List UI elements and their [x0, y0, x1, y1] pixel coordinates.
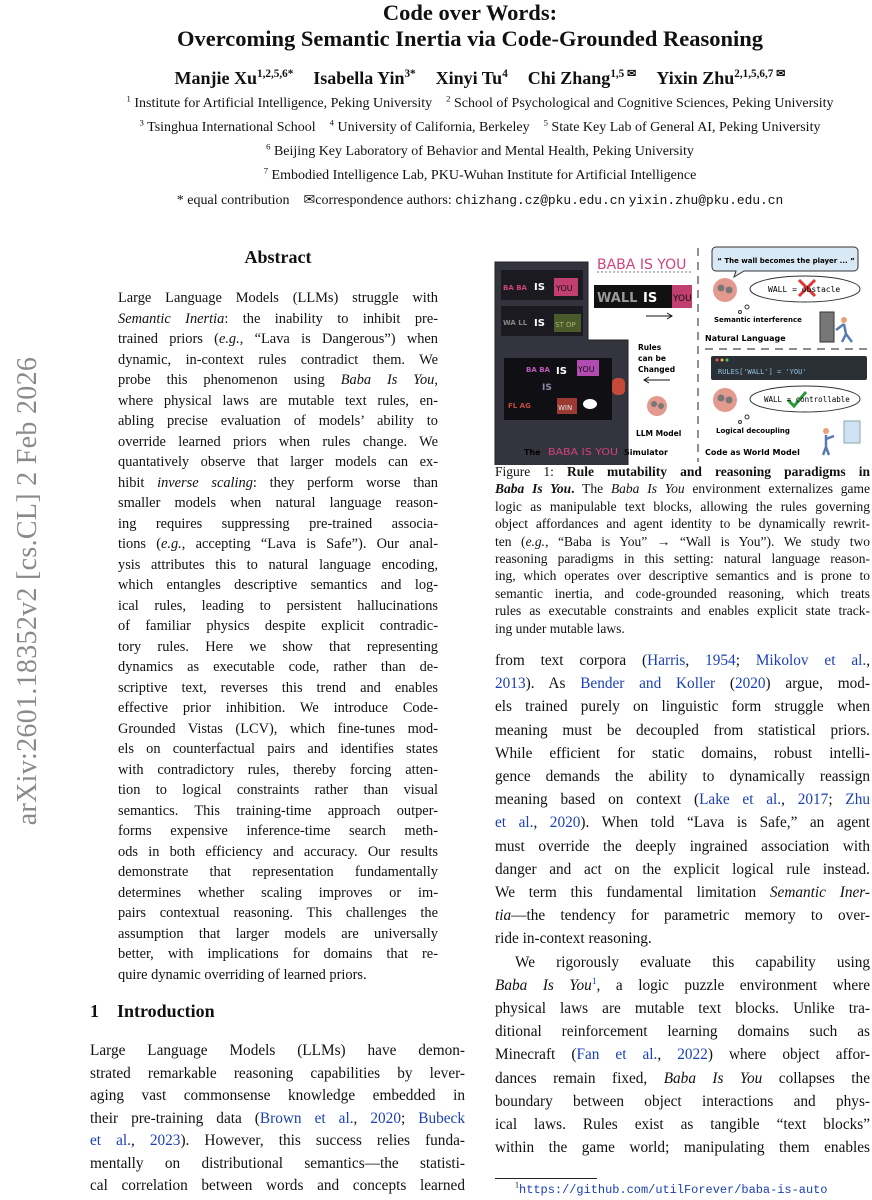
block-baba: BA BA	[503, 284, 527, 292]
text-line	[118, 493, 438, 514]
text-line	[495, 498, 870, 515]
text-segment: We rigorously evaluate this capability using	[515, 953, 870, 971]
simulator-label-suffix: Simulator	[624, 448, 668, 457]
affiliation-number: 4	[329, 117, 335, 128]
text-line	[118, 739, 438, 760]
affiliation-name: Embodied Intelligence Lab, PKU-Wuhan Institute for Artificial Intelligence	[271, 168, 697, 183]
bold-text: Rule mutability and reasoning paradigms in	[566, 464, 870, 479]
footnote-url-link[interactable]: https://github.com/utilForever/baba-is-auto	[519, 1183, 828, 1197]
text-line	[495, 1067, 870, 1090]
text-line	[495, 550, 870, 567]
text-segment: ditional reinforcement learning domains such as	[495, 1023, 870, 1041]
text-segment: object affordances and agent identity to be dynamically rewrit-	[495, 516, 870, 532]
text-line	[118, 862, 438, 883]
text-segment: forms expensive inference-time search meth-	[118, 823, 438, 839]
italic-text: e.g.	[525, 533, 546, 549]
citation-link[interactable]: 2020	[734, 675, 766, 693]
text-line	[118, 842, 438, 863]
citation-link[interactable]: Bender and Koller	[580, 675, 716, 693]
text-line	[90, 1108, 465, 1131]
text-line	[118, 596, 438, 617]
text-segment: ysis attributes this to natural language encoding,	[118, 556, 438, 573]
text-line	[495, 602, 870, 619]
text-segment: ,	[781, 791, 798, 809]
author-list	[60, 68, 872, 89]
bold-text: .	[571, 481, 575, 497]
text-segment: Large Language Models (LLMs) have demon-	[90, 1042, 465, 1059]
author-affiliation-marks: 2,1,5,6,7 ✉	[734, 68, 786, 80]
text-line	[118, 698, 438, 719]
text-segment: meaning must be decoupled from statistical priors.	[495, 721, 870, 739]
text-line	[118, 719, 438, 740]
text-segment: ,	[353, 1109, 371, 1127]
text-segment: reasoning paradigms in this setting: natural language reason-	[495, 551, 870, 567]
italic-text: Baba Is You	[663, 1069, 763, 1087]
block-is: IS	[534, 318, 545, 329]
text-line	[495, 881, 870, 904]
text-line	[118, 678, 438, 699]
text-line	[90, 1040, 465, 1063]
text-segment: cal correlation between words and concepts learned	[90, 1177, 465, 1194]
text-segment: ,	[657, 1046, 678, 1064]
text-line	[495, 585, 870, 602]
text-segment: better, with implications for domains that re-	[118, 946, 438, 962]
text-line	[118, 350, 438, 371]
rules-label: Rules	[638, 343, 662, 352]
text-segment: ical rules, leading to persistent hallucinations	[118, 597, 438, 614]
citation-link[interactable]: Fan et al.	[576, 1046, 658, 1064]
person-controlling-glass-icon	[823, 421, 860, 455]
author-affiliation-marks: 1,5 ✉	[610, 68, 637, 80]
footnote-mark: 1	[515, 1180, 520, 1190]
citation-link[interactable]: et al.	[495, 814, 534, 832]
correspondence-label: ✉correspondence authors:	[303, 193, 452, 208]
citation-link[interactable]: 2017	[797, 791, 829, 809]
text-segment: quire dynamic overriding of learned priors.	[118, 966, 367, 983]
citation-link[interactable]: 2020	[549, 814, 581, 832]
citation-link[interactable]: 2023	[149, 1132, 181, 1149]
italic-text: e.g.	[161, 536, 182, 552]
text-line	[118, 780, 438, 801]
citation-link[interactable]: Brown et al.	[259, 1109, 354, 1127]
text-segment: smaller models when natural language reason-	[118, 495, 438, 511]
text-segment: els trained purely on linguistic form struggle when	[495, 698, 870, 716]
text-segment: Figure 1:	[495, 464, 567, 479]
citation-link[interactable]: Mikolov et al.	[755, 652, 867, 669]
text-segment: pairs contextual reasoning. This challenges the	[118, 905, 438, 921]
text-line	[495, 927, 870, 950]
text-line	[495, 974, 870, 997]
text-segment: within the game world; manipulating them enables	[495, 1139, 870, 1157]
block-baba: BA BA	[526, 366, 550, 374]
italic-text: Baba Is You	[340, 372, 435, 388]
text-line	[495, 742, 870, 765]
author-affiliation-marks: 4	[502, 68, 508, 80]
text-line	[495, 1020, 870, 1043]
text-line	[118, 924, 438, 945]
text-line	[90, 1175, 465, 1198]
text-line	[118, 391, 438, 412]
text-segment: danger and act on the explicit logical rule instead.	[495, 860, 870, 878]
natural-language-label: Natural Language	[705, 334, 786, 343]
text-segment: which entangles descriptive semantics and log-	[118, 577, 438, 593]
text-segment: tory rules. Here we show that representing	[118, 638, 438, 655]
text-segment: assumption that larger models are universally	[118, 925, 438, 942]
section-title: Introduction	[117, 1001, 215, 1021]
text-line	[118, 883, 438, 904]
text-line	[495, 811, 870, 834]
affiliation-number: 3	[139, 117, 144, 128]
affiliation-name: University of California, Berkeley	[337, 120, 530, 135]
italic-text: inverse scaling	[157, 474, 253, 491]
author-name: Isabella Yin	[313, 68, 405, 88]
text-line	[90, 1085, 465, 1108]
arrow-right-icon	[646, 313, 672, 319]
text-line	[118, 288, 438, 309]
author-name: Xinyi Tu	[435, 68, 503, 88]
text-line	[495, 515, 870, 532]
section-number: 1	[90, 1001, 99, 1021]
text-line	[118, 309, 438, 330]
text-line	[495, 695, 870, 718]
text-segment: trained priors (	[118, 331, 219, 347]
llm-model-label: LLM Model	[636, 429, 682, 438]
text-segment: ical laws. Rules exist as tangible “text blocks”	[495, 1116, 870, 1134]
baba-is-you-title: BABA IS YOU	[597, 257, 687, 273]
affiliation-name: Beijing Key Laboratory of Behavior and Mental Health, Peking University	[273, 144, 694, 159]
text-segment: mentally on distributional semantics—the statisti-	[90, 1154, 465, 1172]
text-segment: ten (	[495, 533, 526, 549]
text-line	[495, 533, 870, 550]
footnote	[515, 1181, 827, 1197]
text-segment: ;	[828, 791, 846, 809]
block-flag: FL AG	[508, 402, 531, 410]
text-line	[118, 575, 438, 596]
banner-you: YOU	[673, 294, 692, 304]
text-segment: , “Lava is Dangerous”) when	[239, 331, 438, 347]
text-line	[118, 616, 438, 637]
text-line	[118, 903, 438, 924]
title-line-1: Code over Words:	[382, 0, 558, 25]
text-line	[118, 514, 438, 535]
text-segment: , accepting “Lava is Safe”). Our anal-	[181, 536, 438, 552]
text-segment: semantic inertia, and code-grounded reasoning, which treats	[495, 585, 870, 601]
text-line	[118, 329, 438, 350]
text-line	[495, 997, 870, 1020]
affiliation-name: School of Psychological and Cognitive Sciences, Peking University	[454, 96, 834, 111]
brain-icon	[713, 278, 737, 302]
text-line	[495, 1043, 870, 1066]
text-segment: ,	[434, 372, 438, 388]
text-segment: ) where object affor-	[707, 1046, 870, 1064]
block-stop: ST OP	[555, 321, 576, 329]
text-segment: , a logic puzzle environment where	[596, 976, 871, 994]
text-line	[118, 534, 438, 555]
citation-link[interactable]: 2020	[370, 1109, 401, 1127]
text-line	[118, 370, 438, 391]
text-line	[118, 760, 438, 781]
simulator-label-name: BABA IS YOU	[548, 447, 618, 458]
text-segment: environment externalizes game	[684, 481, 871, 497]
affiliation-number: 6	[266, 141, 271, 152]
author	[436, 68, 508, 88]
text-line	[118, 657, 438, 678]
text-line	[495, 904, 870, 927]
door-icon	[612, 378, 625, 395]
text-line	[118, 555, 438, 576]
affiliation-line	[60, 117, 872, 136]
text-line	[495, 567, 870, 584]
text-line	[118, 432, 438, 453]
thought-controllable: WALL = controllable	[764, 395, 850, 404]
text-line	[118, 473, 438, 494]
text-segment: We term this fundamental limitation	[495, 884, 770, 902]
block-wall: WA LL	[503, 319, 528, 327]
section-heading-introduction	[90, 1001, 215, 1022]
text-segment: Grounded Vistas (LCV), which fine-tunes mod-	[118, 720, 438, 737]
text-segment: physical laws are mutable text blocks. Unlike tra-	[495, 1000, 870, 1018]
text-segment: ing requires suppressing pre-trained associa-	[118, 515, 438, 532]
footnote-mark-link[interactable]: 1	[591, 976, 597, 987]
text-line	[495, 620, 870, 637]
affiliation-number: 5	[543, 117, 548, 128]
text-line	[495, 649, 870, 672]
text-segment: Minecraft (	[495, 1046, 577, 1064]
author-name: Manjie Xu	[174, 68, 258, 88]
brain-icon	[713, 388, 737, 412]
text-segment: quantatively observe that larger models can ex-	[118, 454, 438, 470]
text-segment: tions (	[118, 536, 161, 552]
arxiv-side-stamp: arXiv:2601.18352v2 [cs.CL] 2 Feb 2026	[12, 356, 43, 826]
text-segment: ) argue, mod-	[765, 675, 870, 693]
text-segment: els on counterfactual pairs and identifies states	[118, 741, 438, 757]
text-line	[495, 858, 870, 881]
text-segment: , “Baba is You” → “Wall is You”). We study two	[545, 533, 870, 549]
italic-text: Baba Is You	[610, 481, 685, 497]
text-line	[118, 411, 438, 432]
text-segment: ;	[400, 1109, 419, 1127]
text-segment: ,	[866, 652, 871, 669]
citation-link[interactable]: 1954	[705, 652, 736, 669]
text-segment: Large Language Models (LLMs) struggle with	[118, 290, 438, 306]
text-segment: effective prior inhibition. We introduce Code-	[118, 700, 438, 716]
equal-contribution: * equal contribution	[176, 193, 290, 208]
title-line-2: Overcoming Semantic Inertia via Code-Grounded Reasoning	[176, 26, 764, 51]
italic-text: Semantic Iner-	[769, 884, 870, 902]
text-line	[90, 1153, 465, 1176]
text-line	[118, 944, 438, 965]
text-line	[495, 463, 870, 480]
affiliation-name: Tsinghua International School	[147, 120, 316, 135]
text-segment: ,	[130, 1132, 150, 1149]
text-line	[118, 637, 438, 658]
citation-link[interactable]: et al.	[90, 1132, 131, 1149]
text-segment: rules as executable constraints and enables explicit state track-	[495, 603, 870, 619]
block-is: IS	[542, 383, 552, 393]
email-link[interactable]: yixin.zhu@pku.edu.cn	[628, 193, 784, 208]
text-line	[90, 1130, 465, 1153]
text-segment: semantics. This training-time approach outper-	[118, 802, 438, 819]
text-segment: where physical laws are mutable text rules, en-	[118, 392, 438, 409]
text-line	[495, 951, 870, 974]
affiliation-number: 7	[263, 165, 269, 176]
text-segment: : the inability to inhibit pre-	[224, 310, 438, 327]
speech-text: “ The wall becomes the player ... ”	[717, 257, 855, 265]
author	[656, 68, 785, 88]
text-segment: dances remain fixed,	[495, 1069, 664, 1087]
text-segment: (	[715, 675, 735, 693]
text-segment: ). However, this success relies funda-	[180, 1132, 465, 1149]
text-segment: ). When told “Lava is Safe,” an agent	[580, 814, 870, 832]
contribution-note	[60, 192, 872, 209]
citation-link[interactable]: 2013	[495, 675, 526, 693]
thought-obstacle: WALL = obstacle	[768, 285, 841, 294]
text-line	[495, 1113, 870, 1136]
text-segment: The	[574, 481, 611, 497]
text-segment: logic as manipulable text blocks, allowing the rules governing	[495, 498, 870, 514]
abstract-body	[118, 288, 438, 985]
text-line	[118, 452, 438, 473]
text-segment: their pre-training data (	[90, 1109, 260, 1127]
text-segment: While efficient for static domains, robust intelli-	[495, 744, 870, 762]
italic-text: Baba Is You	[495, 976, 592, 994]
rules-label: can be	[638, 354, 666, 363]
arrow-left-icon	[644, 377, 670, 383]
text-segment: boundary between object interactions and phys-	[495, 1092, 870, 1110]
code-line: RULES['WALL'] = 'YOU'	[718, 368, 807, 376]
text-segment: with contradictory rules, thereby forcing atten-	[118, 761, 438, 778]
text-line	[118, 821, 438, 842]
text-line	[495, 835, 870, 858]
text-line	[495, 719, 870, 742]
text-segment: meaning based on context (	[495, 791, 700, 809]
author	[313, 68, 415, 88]
text-segment: ;	[735, 652, 756, 669]
text-segment: ). As	[525, 675, 581, 693]
text-line	[118, 801, 438, 822]
banner-wall: WALL	[597, 291, 638, 306]
text-line	[495, 672, 870, 695]
text-line	[495, 480, 870, 497]
affiliation-line	[60, 93, 872, 112]
rules-label: Changed	[638, 365, 676, 374]
email-link[interactable]: chizhang.cz@pku.edu.cn	[455, 193, 626, 208]
text-line	[118, 965, 438, 986]
intro-right-column	[495, 649, 870, 1159]
citation-link[interactable]: Harris	[647, 652, 686, 669]
semantic-interference-label: Semantic interference	[714, 316, 802, 324]
text-segment: —the tendency for parametric memory to over-	[511, 907, 870, 925]
citation-link[interactable]: Zhu	[845, 791, 871, 809]
text-segment: ride in-context reasoning.	[495, 930, 652, 948]
text-line	[495, 1136, 870, 1159]
text-line	[495, 788, 870, 811]
text-segment: ,	[533, 814, 550, 832]
text-segment: determines whether scaling improves or im-	[118, 884, 438, 901]
block-you: YOU	[578, 365, 595, 374]
text-segment: collapses the	[762, 1069, 870, 1087]
author	[528, 68, 637, 88]
text-segment: probe this phenomenon using	[118, 372, 341, 388]
text-segment: : they perform worse than	[252, 474, 438, 491]
text-segment: strated remarkable reasoning capabilities by lever-	[90, 1064, 465, 1082]
text-segment: of familiar physics despite explicit contradic-	[118, 618, 438, 634]
affiliation-line	[60, 165, 872, 184]
banner-is: IS	[643, 291, 658, 306]
affiliation-name: State Key Lab of General AI, Peking University	[551, 120, 821, 135]
affiliation-line	[60, 141, 872, 160]
footnote-rule	[495, 1178, 597, 1179]
text-line	[495, 1090, 870, 1113]
italic-text: e.g.	[218, 331, 240, 347]
block-is: IS	[556, 366, 567, 377]
italic-text: Semantic Inertia	[118, 310, 225, 327]
text-line	[495, 765, 870, 788]
block-is: IS	[534, 282, 545, 293]
author-affiliation-marks: 3*	[404, 68, 416, 80]
bold-italic-text: Baba Is You	[495, 481, 572, 497]
logical-decoupling-label: Logical decoupling	[716, 427, 790, 435]
simulator-label-the: The	[524, 448, 541, 457]
baba-character-icon	[583, 399, 597, 409]
code-world-model-label: Code as World Model	[705, 448, 800, 457]
text-segment: aging vast commonsense knowledge embedded in	[90, 1087, 465, 1104]
author	[175, 68, 294, 88]
block-you: YOU	[556, 284, 573, 293]
brain-icon	[647, 396, 667, 416]
figure-1	[490, 240, 870, 465]
affiliation-number: 1	[126, 93, 131, 104]
text-segment: hibit	[118, 474, 158, 491]
intro-left-column	[90, 1040, 465, 1198]
text-segment: gence demands the ability to dynamically reassign	[495, 768, 870, 786]
text-segment: ing under mutable laws.	[495, 620, 625, 636]
text-segment: tion to logical constraints rather than visual	[118, 782, 438, 798]
text-segment: must override the deeply ingrained association with	[495, 837, 870, 855]
text-segment: ing, which operates over descriptive semantics and is prone to	[495, 568, 870, 584]
text-line	[90, 1063, 465, 1086]
text-segment: ods in both efficiency and accuracy. Our results	[118, 843, 438, 860]
citation-link[interactable]: Bubeck	[418, 1109, 465, 1127]
text-segment: from text corpora (	[495, 652, 648, 669]
author-name: Yixin Zhu	[656, 68, 735, 88]
affiliation-number: 2	[446, 93, 451, 104]
paper-title	[60, 0, 872, 52]
citation-link[interactable]: 2022	[677, 1046, 708, 1064]
text-segment: override learned priors when rules change. We	[118, 433, 438, 450]
text-segment: ,	[685, 652, 706, 669]
text-segment: abling precise evaluation of models’ ability to	[118, 413, 438, 429]
figure-caption	[495, 463, 870, 637]
italic-text: tia	[495, 907, 512, 925]
author-affiliation-marks: 1,2,5,6*	[257, 68, 294, 80]
text-segment: dynamics as executable code, rather than de-	[118, 659, 438, 675]
text-segment: demonstrate that representation fundamentally	[118, 864, 438, 880]
citation-link[interactable]: Lake et al.	[699, 791, 782, 809]
affiliation-name: Institute for Artificial Intelligence, Peking University	[134, 96, 433, 111]
author-name: Chi Zhang	[527, 68, 611, 88]
text-segment: dynamic, in-context rules contradict them. We	[118, 351, 438, 368]
person-pushing-wall-icon	[820, 312, 852, 342]
text-segment: scriptive text, reverses this trend and enables	[118, 679, 438, 696]
abstract-heading: Abstract	[244, 247, 312, 267]
block-win: WIN	[558, 404, 573, 412]
